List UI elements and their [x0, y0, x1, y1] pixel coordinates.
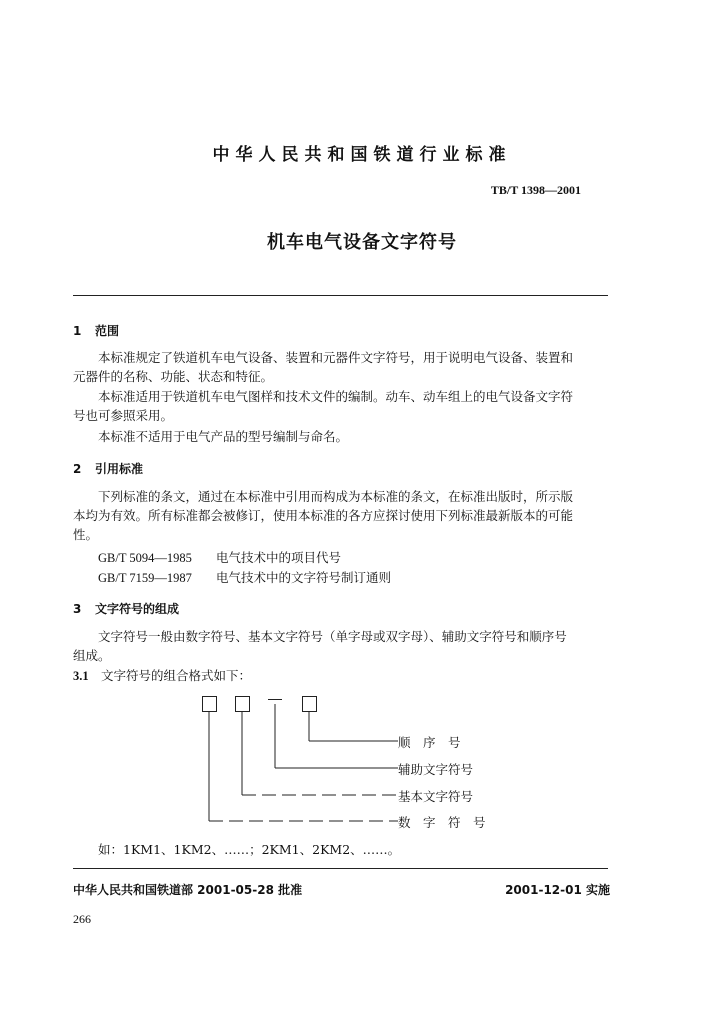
paragraph-line: 号也可参照采用。 — [73, 408, 174, 423]
section-number: 3 — [73, 602, 82, 616]
paragraph-line: 组成。 — [73, 648, 111, 663]
paragraph-line: 本标准不适用于电气产品的型号编制与命名。 — [98, 429, 349, 444]
approval-line: 中华人民共和国铁道部 2001-05-28 批准 — [73, 883, 303, 897]
reference-title: 电气技术中的项目代号 — [216, 550, 342, 565]
paragraph-line: 本标准适用于铁道机车电气图样和技术文件的编制。动车、动车组上的电气设备文字符 — [98, 389, 574, 404]
reference-code: GB/T 5094—1985 — [98, 551, 192, 565]
paragraph-line: 本标准规定了铁道机车电气设备、装置和元器件文字符号，用于说明电气设备、装置和 — [98, 350, 574, 365]
label-auxiliary-symbol: 辅助文字符号 — [398, 762, 474, 777]
document-title: 机车电气设备文字符号 — [267, 232, 457, 253]
reference-code: GB/T 7159—1987 — [98, 571, 192, 585]
paragraph-line: 元器件的名称、功能、状态和特征。 — [73, 369, 274, 384]
clause-number: 3.1 — [73, 669, 89, 683]
section-number: 2 — [73, 462, 82, 476]
example-text: 如：1KM1、1KM2、……；2KM1、2KM2、……。 — [98, 842, 401, 857]
label-basic-symbol: 基本文字符号 — [398, 789, 474, 804]
reference-title: 电气技术中的文字符号制订通则 — [216, 570, 392, 585]
paragraph-line: 文字符号一般由数字符号、基本文字符号（单字母或双字母）、辅助文字符号和顺序号 — [98, 629, 567, 644]
page-number: 266 — [73, 912, 91, 926]
footer-divider — [73, 868, 608, 869]
paragraph-line: 下列标准的条文，通过在本标准中引用而构成为本标准的条文，在标准出版时，所示版 — [98, 489, 574, 504]
implementation-line: 2001-12-01 实施 — [505, 883, 610, 897]
section-title: 范围 — [95, 324, 120, 338]
org-title: 中华人民共和国铁道行业标准 — [212, 145, 512, 165]
section-number: 1 — [73, 324, 82, 338]
standard-code: TB/T 1398—2001 — [490, 183, 581, 197]
paragraph-line: 性。 — [73, 527, 99, 542]
clause-text: 文字符号的组合格式如下： — [101, 668, 252, 683]
paragraph-line: 本均为有效。所有标准都会被修订，使用本标准的各方应探讨使用下列标准最新版本的可能 — [73, 508, 574, 523]
section-title: 文字符号的组成 — [95, 602, 180, 616]
example-line — [73, 840, 610, 859]
section-title: 引用标准 — [95, 462, 144, 476]
label-sequence-number: 顺 序 号 — [398, 735, 461, 750]
label-digit-symbol: 数 字 符 号 — [398, 815, 486, 830]
